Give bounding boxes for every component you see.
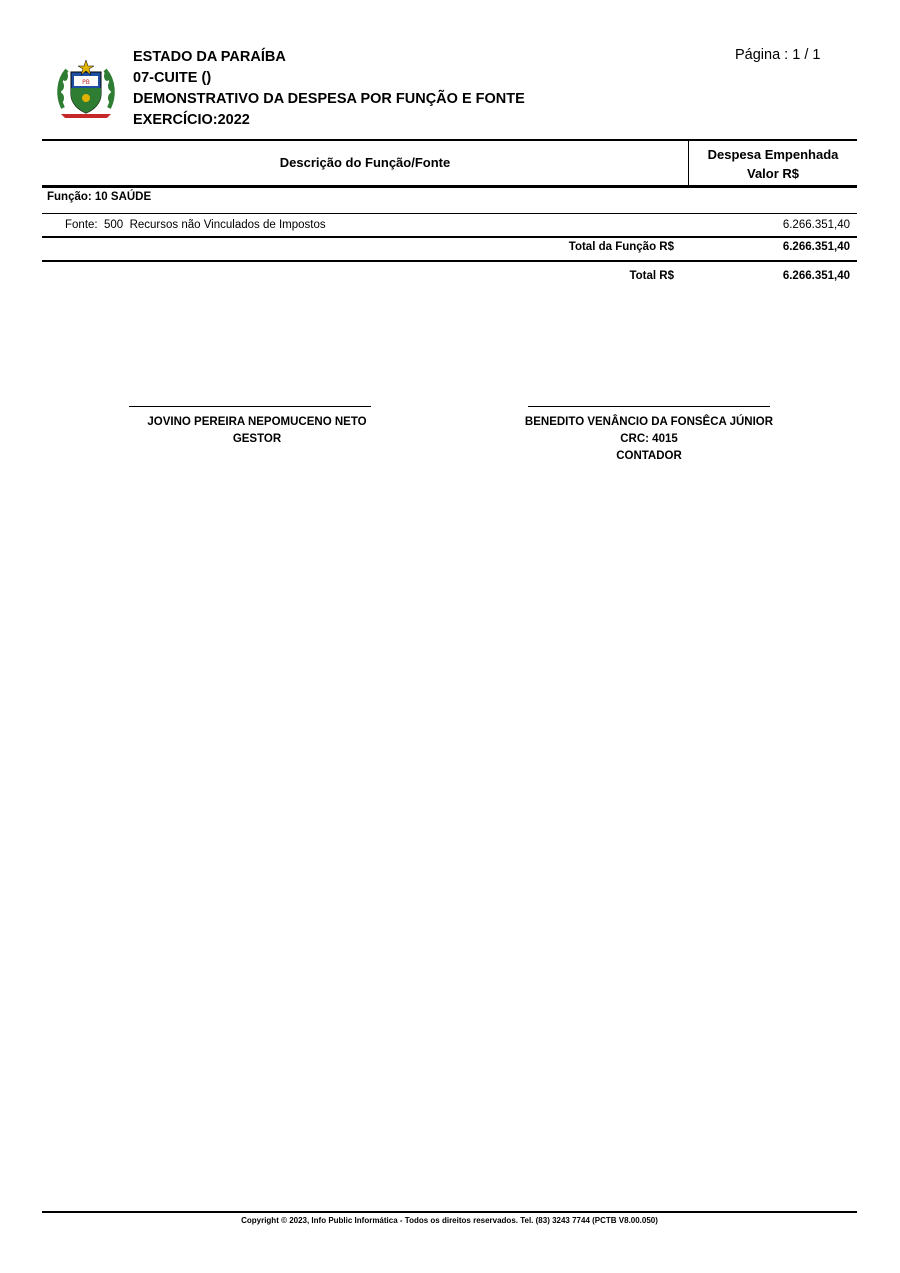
- footer-copyright: Copyright © 2023, Info Public Informática - Todos os direitos reservados. Tel. (83) 3243 7744 (PCTB V8.00.050): [241, 1216, 658, 1225]
- table-row-value: 6.266.351,40: [782, 219, 850, 231]
- exercise-year: EXERCÍCIO:2022: [133, 112, 250, 128]
- row-rule: [42, 236, 857, 238]
- grand-total-label: Total R$: [629, 270, 674, 282]
- footer-rule: [42, 1211, 857, 1213]
- signer-role-right: CONTADOR: [616, 450, 682, 462]
- column-header-value: [689, 145, 857, 183]
- signature-line-left: [129, 406, 371, 407]
- entity-name: 07-CUITE (): [133, 70, 212, 86]
- page-number: Página : 1 / 1: [735, 47, 821, 63]
- table-top-rule: [42, 139, 857, 141]
- signer-role-left: GESTOR: [232, 433, 282, 445]
- function-group-label: Função: 10 SAÚDE: [47, 191, 152, 203]
- svg-text:PB: PB: [82, 79, 90, 86]
- signer-name-left: JOVINO PEREIRA NEPOMUCENO NETO: [147, 416, 367, 428]
- state-coat-of-arms-icon: [55, 58, 117, 120]
- table-row-label: Fonte: 500 Recursos não Vinculados de Impostos: [65, 219, 326, 231]
- signer-crc-right: CRC: 4015: [620, 433, 678, 445]
- signature-block-left: [97, 414, 417, 448]
- report-title: DEMONSTRATIVO DA DESPESA POR FUNÇÃO E FONTE: [133, 91, 525, 107]
- function-total-rule: [42, 260, 857, 262]
- signature-block-right: [489, 414, 809, 465]
- column-header-description: Descrição do Função/Fonte: [279, 155, 451, 170]
- signature-line-right: [528, 406, 770, 407]
- function-total-label: Total da Função R$: [568, 241, 674, 253]
- column-header-value-line1: Despesa Empenhada: [707, 147, 839, 162]
- grand-total-value: 6.266.351,40: [782, 270, 850, 282]
- function-group-rule: [42, 213, 857, 214]
- state-name: ESTADO DA PARAÍBA: [133, 49, 286, 65]
- signer-name-right: BENEDITO VENÂNCIO DA FONSÊCA JÚNIOR: [524, 416, 774, 428]
- table-header-rule: [42, 185, 857, 188]
- function-total-value: 6.266.351,40: [782, 241, 850, 253]
- column-header-value-line2: Valor R$: [746, 166, 800, 181]
